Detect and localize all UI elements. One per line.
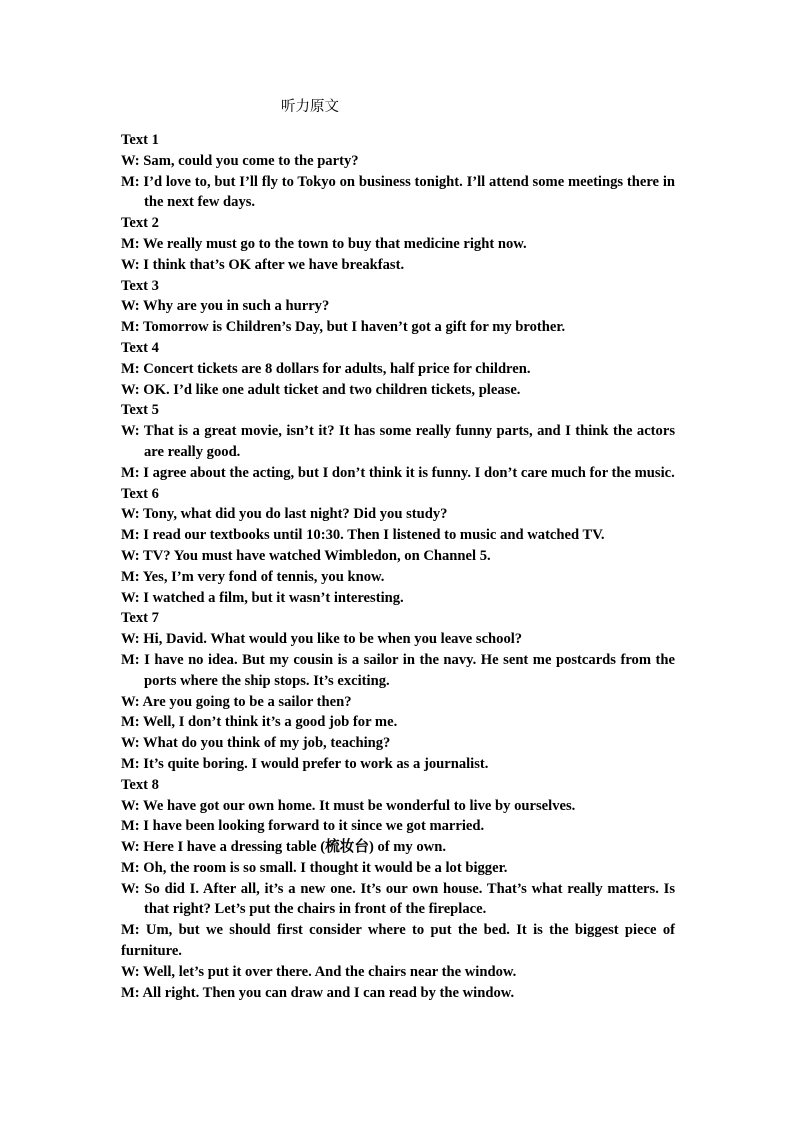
dialogue-line: W: We have got our own home. It must be wonderful to live by ourselves. [121, 797, 576, 814]
dialogue-line: W: That is a great movie, isn’t it? It has some really funny parts, and I think the actors are really good. [121, 423, 675, 460]
dialogue-line: W: I think that’s OK after we have breakfast. [121, 256, 405, 273]
dialogue-line: W: Are you going to be a sailor then? [121, 693, 352, 710]
section-heading: Text 2 [121, 215, 159, 232]
transcript-body [121, 130, 675, 1003]
dialogue-line: W: Why are you in such a hurry? [121, 298, 330, 315]
section-heading: Text 7 [121, 610, 159, 627]
dialogue-line: M: I’d love to, but I’ll fly to Tokyo on business tonight. I’ll attend some meetings there in the next few days. [121, 173, 675, 211]
dialogue-line: M: I have no idea. But my cousin is a sailor in the navy. He sent me postcards from the ports where the ship stops. It’s exciting. [121, 651, 675, 689]
section-heading: Text 1 [121, 132, 159, 148]
dialogue-line: M: Well, I don’t think it’s a good job for me. [121, 714, 398, 731]
dialogue-line: M: All right. Then you can draw and I can read by the window. [121, 984, 515, 1001]
dialogue-line: W: So did I. After all, it’s a new one. It’s our own house. That’s what really matters. Is that right? Let’s put the chairs in front of the fireplace. [121, 880, 675, 918]
page-title: 听力原文 [281, 99, 339, 115]
dialogue-line: M: I read our textbooks until 10:30. Then I listened to music and watched TV. [121, 527, 605, 544]
dialogue-line: M: Oh, the room is so small. I thought it would be a lot bigger. [121, 859, 508, 876]
dialogue-line: M: I agree about the acting, but I don’t think it is funny. I don’t care much for the music. [121, 464, 675, 481]
dialogue-line: W: Here I have a dressing table (梳妆台) of my own. [121, 839, 446, 856]
dialogue-line: M: It’s quite boring. I would prefer to work as a journalist. [121, 755, 489, 772]
dialogue-line: M: Um, but we should first consider where to put the bed. It is the biggest piece of furniture. [121, 922, 675, 960]
section-heading: Text 4 [121, 339, 159, 356]
section-heading: Text 5 [121, 402, 159, 419]
dialogue-line: W: Hi, David. What would you like to be when you leave school? [121, 631, 523, 648]
dialogue-line: W: What do you think of my job, teaching? [121, 735, 391, 752]
dialogue-line: W: I watched a film, but it wasn’t interesting. [121, 589, 404, 606]
section-heading: Text 3 [121, 277, 159, 294]
dialogue-line: W: Tony, what did you do last night? Did you study? [121, 506, 448, 523]
dialogue-line: W: Sam, could you come to the party? [121, 152, 359, 169]
dialogue-line: M: Yes, I’m very fond of tennis, you know. [121, 568, 385, 585]
dialogue-line: W: TV? You must have watched Wimbledon, on Channel 5. [121, 547, 491, 564]
dialogue-line: W: Well, let’s put it over there. And the chairs near the window. [121, 963, 517, 980]
dialogue-line: M: Tomorrow is Children’s Day, but I haven’t got a gift for my brother. [121, 319, 566, 336]
section-heading: Text 6 [121, 485, 159, 502]
dialogue-line: M: We really must go to the town to buy that medicine right now. [121, 235, 527, 252]
dialogue-line: M: I have been looking forward to it since we got married. [121, 818, 485, 835]
section-heading: Text 8 [121, 776, 159, 793]
dialogue-line: M: Concert tickets are 8 dollars for adults, half price for children. [121, 360, 531, 377]
dialogue-line: W: OK. I’d like one adult ticket and two children tickets, please. [121, 381, 521, 398]
